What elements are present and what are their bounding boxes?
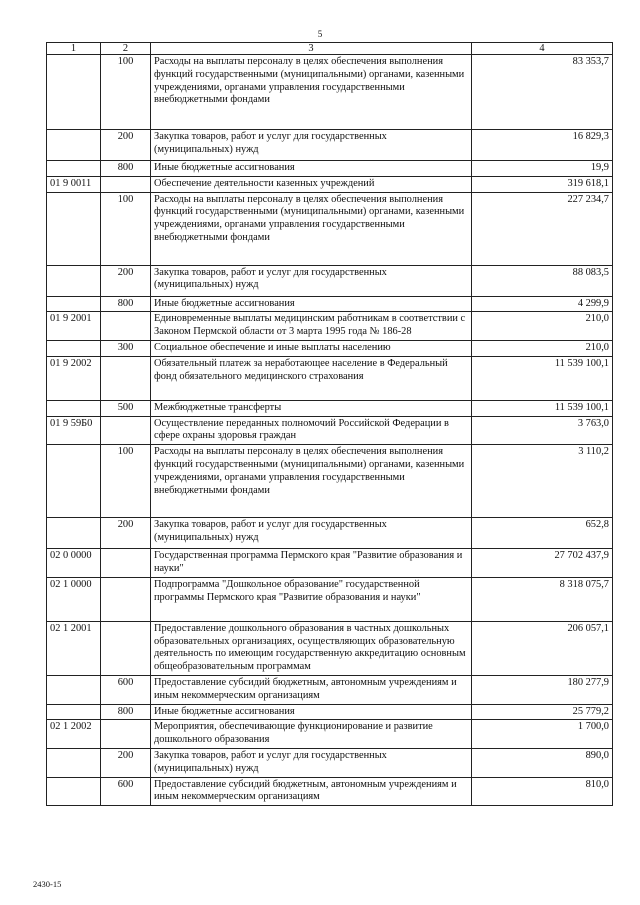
header-col-3: 3 bbox=[151, 43, 472, 55]
header-col-4: 4 bbox=[472, 43, 613, 55]
cell-expense-type: 600 bbox=[101, 777, 151, 806]
page-number: 5 bbox=[317, 29, 323, 39]
cell-amount: 16 829,3 bbox=[472, 130, 613, 161]
table-row bbox=[47, 445, 613, 518]
cell-expense-type: 200 bbox=[101, 130, 151, 161]
cell-code bbox=[47, 55, 101, 130]
cell-name: Иные бюджетные ассигнования bbox=[151, 296, 472, 312]
cell-amount: 3 763,0 bbox=[472, 416, 613, 445]
header-col-2: 2 bbox=[101, 43, 151, 55]
cell-code: 01 9 0011 bbox=[47, 176, 101, 192]
table-body bbox=[47, 55, 613, 806]
cell-expense-type: 100 bbox=[101, 445, 151, 518]
table-row bbox=[47, 675, 613, 704]
cell-code: 01 9 2001 bbox=[47, 312, 101, 341]
table-row bbox=[47, 720, 613, 749]
table-row bbox=[47, 356, 613, 400]
table-row bbox=[47, 400, 613, 416]
table-row bbox=[47, 176, 613, 192]
cell-expense-type bbox=[101, 577, 151, 621]
cell-expense-type: 300 bbox=[101, 340, 151, 356]
cell-amount: 11 539 100,1 bbox=[472, 356, 613, 400]
cell-amount: 1 700,0 bbox=[472, 720, 613, 749]
cell-amount: 27 702 437,9 bbox=[472, 549, 613, 578]
cell-code bbox=[47, 130, 101, 161]
cell-amount: 206 057,1 bbox=[472, 621, 613, 675]
table-header bbox=[47, 43, 613, 55]
cell-expense-type: 800 bbox=[101, 296, 151, 312]
table-row bbox=[47, 518, 613, 549]
cell-name: Обязательный платеж за неработающее население в Федеральный фонд обязательного медицинского страхования bbox=[151, 356, 472, 400]
table-row bbox=[47, 416, 613, 445]
cell-expense-type bbox=[101, 549, 151, 578]
table-row bbox=[47, 192, 613, 265]
cell-name: Иные бюджетные ассигнования bbox=[151, 161, 472, 177]
cell-code bbox=[47, 400, 101, 416]
cell-expense-type bbox=[101, 176, 151, 192]
cell-expense-type: 200 bbox=[101, 748, 151, 777]
cell-expense-type bbox=[101, 312, 151, 341]
cell-amount: 810,0 bbox=[472, 777, 613, 806]
cell-code: 01 9 2002 bbox=[47, 356, 101, 400]
cell-amount: 3 110,2 bbox=[472, 445, 613, 518]
cell-amount: 210,0 bbox=[472, 312, 613, 341]
cell-name: Закупка товаров, работ и услуг для государственных (муниципальных) нужд bbox=[151, 748, 472, 777]
cell-expense-type: 800 bbox=[101, 704, 151, 720]
table-row bbox=[47, 340, 613, 356]
cell-amount: 11 539 100,1 bbox=[472, 400, 613, 416]
table-row bbox=[47, 130, 613, 161]
table-row bbox=[47, 549, 613, 578]
cell-expense-type: 500 bbox=[101, 400, 151, 416]
cell-expense-type: 100 bbox=[101, 192, 151, 265]
cell-code: 02 0 0000 bbox=[47, 549, 101, 578]
cell-amount: 19,9 bbox=[472, 161, 613, 177]
cell-expense-type: 600 bbox=[101, 675, 151, 704]
cell-name: Закупка товаров, работ и услуг для государственных (муниципальных) нужд bbox=[151, 518, 472, 549]
cell-name: Расходы на выплаты персоналу в целях обеспечения выполнения функций государственными (муниципальными) органами, казенными учреждениями, органами управления государственными внебюджетными фондами bbox=[151, 55, 472, 130]
cell-code bbox=[47, 161, 101, 177]
cell-code: 02 1 2001 bbox=[47, 621, 101, 675]
cell-code: 02 1 0000 bbox=[47, 577, 101, 621]
cell-code: 01 9 59Б0 bbox=[47, 416, 101, 445]
cell-expense-type: 100 bbox=[101, 55, 151, 130]
header-row bbox=[47, 43, 613, 55]
table-row bbox=[47, 312, 613, 341]
budget-table bbox=[46, 42, 613, 806]
cell-amount: 890,0 bbox=[472, 748, 613, 777]
cell-code bbox=[47, 445, 101, 518]
header-col-1: 1 bbox=[47, 43, 101, 55]
cell-code bbox=[47, 265, 101, 296]
cell-amount: 4 299,9 bbox=[472, 296, 613, 312]
cell-expense-type: 800 bbox=[101, 161, 151, 177]
cell-amount: 83 353,7 bbox=[472, 55, 613, 130]
cell-code bbox=[47, 704, 101, 720]
cell-amount: 210,0 bbox=[472, 340, 613, 356]
cell-expense-type bbox=[101, 416, 151, 445]
cell-code bbox=[47, 777, 101, 806]
cell-amount: 180 277,9 bbox=[472, 675, 613, 704]
cell-amount: 25 779,2 bbox=[472, 704, 613, 720]
cell-name: Государственная программа Пермского края "Развитие образования и науки" bbox=[151, 549, 472, 578]
cell-expense-type bbox=[101, 356, 151, 400]
cell-name: Подпрограмма "Дошкольное образование" государственной программы Пермского края "Развитие образования и науки" bbox=[151, 577, 472, 621]
cell-name: Предоставление дошкольного образования в частных дошкольных образовательных организациях, осуществляющих образовательную деятельность по имеющим государственную аккредитацию основным общеобразовательным программам bbox=[151, 621, 472, 675]
cell-name: Социальное обеспечение и иные выплаты населению bbox=[151, 340, 472, 356]
table-row bbox=[47, 621, 613, 675]
cell-code bbox=[47, 340, 101, 356]
cell-name: Предоставление субсидий бюджетным, автономным учреждениям и иным некоммерческим организациям bbox=[151, 675, 472, 704]
cell-amount: 8 318 075,7 bbox=[472, 577, 613, 621]
table-row bbox=[47, 748, 613, 777]
table-row bbox=[47, 55, 613, 130]
table-row bbox=[47, 265, 613, 296]
cell-name: Обеспечение деятельности казенных учреждений bbox=[151, 176, 472, 192]
cell-name: Осуществление переданных полномочий Российской Федерации в сфере охраны здоровья граждан bbox=[151, 416, 472, 445]
cell-amount: 88 083,5 bbox=[472, 265, 613, 296]
cell-name: Единовременные выплаты медицинским работникам в соответствии с Законом Пермской области от 3 марта 1995 года № 186-28 bbox=[151, 312, 472, 341]
cell-name: Закупка товаров, работ и услуг для государственных (муниципальных) нужд bbox=[151, 265, 472, 296]
cell-name: Расходы на выплаты персоналу в целях обеспечения выполнения функций государственными (муниципальными) органами, казенными учреждениями, органами управления государственными внебюджетными фондами bbox=[151, 192, 472, 265]
table-row bbox=[47, 704, 613, 720]
cell-expense-type bbox=[101, 720, 151, 749]
cell-amount: 227 234,7 bbox=[472, 192, 613, 265]
cell-amount: 319 618,1 bbox=[472, 176, 613, 192]
cell-name: Межбюджетные трансферты bbox=[151, 400, 472, 416]
cell-code bbox=[47, 748, 101, 777]
cell-code bbox=[47, 296, 101, 312]
cell-expense-type bbox=[101, 621, 151, 675]
document-code: 2430-15 bbox=[33, 879, 62, 889]
cell-code bbox=[47, 675, 101, 704]
table-row bbox=[47, 296, 613, 312]
cell-name: Иные бюджетные ассигнования bbox=[151, 704, 472, 720]
cell-expense-type: 200 bbox=[101, 518, 151, 549]
table-row bbox=[47, 577, 613, 621]
cell-code bbox=[47, 192, 101, 265]
cell-name: Предоставление субсидий бюджетным, автономным учреждениям и иным некоммерческим организациям bbox=[151, 777, 472, 806]
cell-name: Закупка товаров, работ и услуг для государственных (муниципальных) нужд bbox=[151, 130, 472, 161]
cell-name: Мероприятия, обеспечивающие функционирование и развитие дошкольного образования bbox=[151, 720, 472, 749]
table-row bbox=[47, 777, 613, 806]
cell-amount: 652,8 bbox=[472, 518, 613, 549]
table-row bbox=[47, 161, 613, 177]
cell-name: Расходы на выплаты персоналу в целях обеспечения выполнения функций государственными (муниципальными) органами, казенными учреждениями, органами управления государственными внебюджетными фондами bbox=[151, 445, 472, 518]
cell-code: 02 1 2002 bbox=[47, 720, 101, 749]
cell-expense-type: 200 bbox=[101, 265, 151, 296]
cell-code bbox=[47, 518, 101, 549]
